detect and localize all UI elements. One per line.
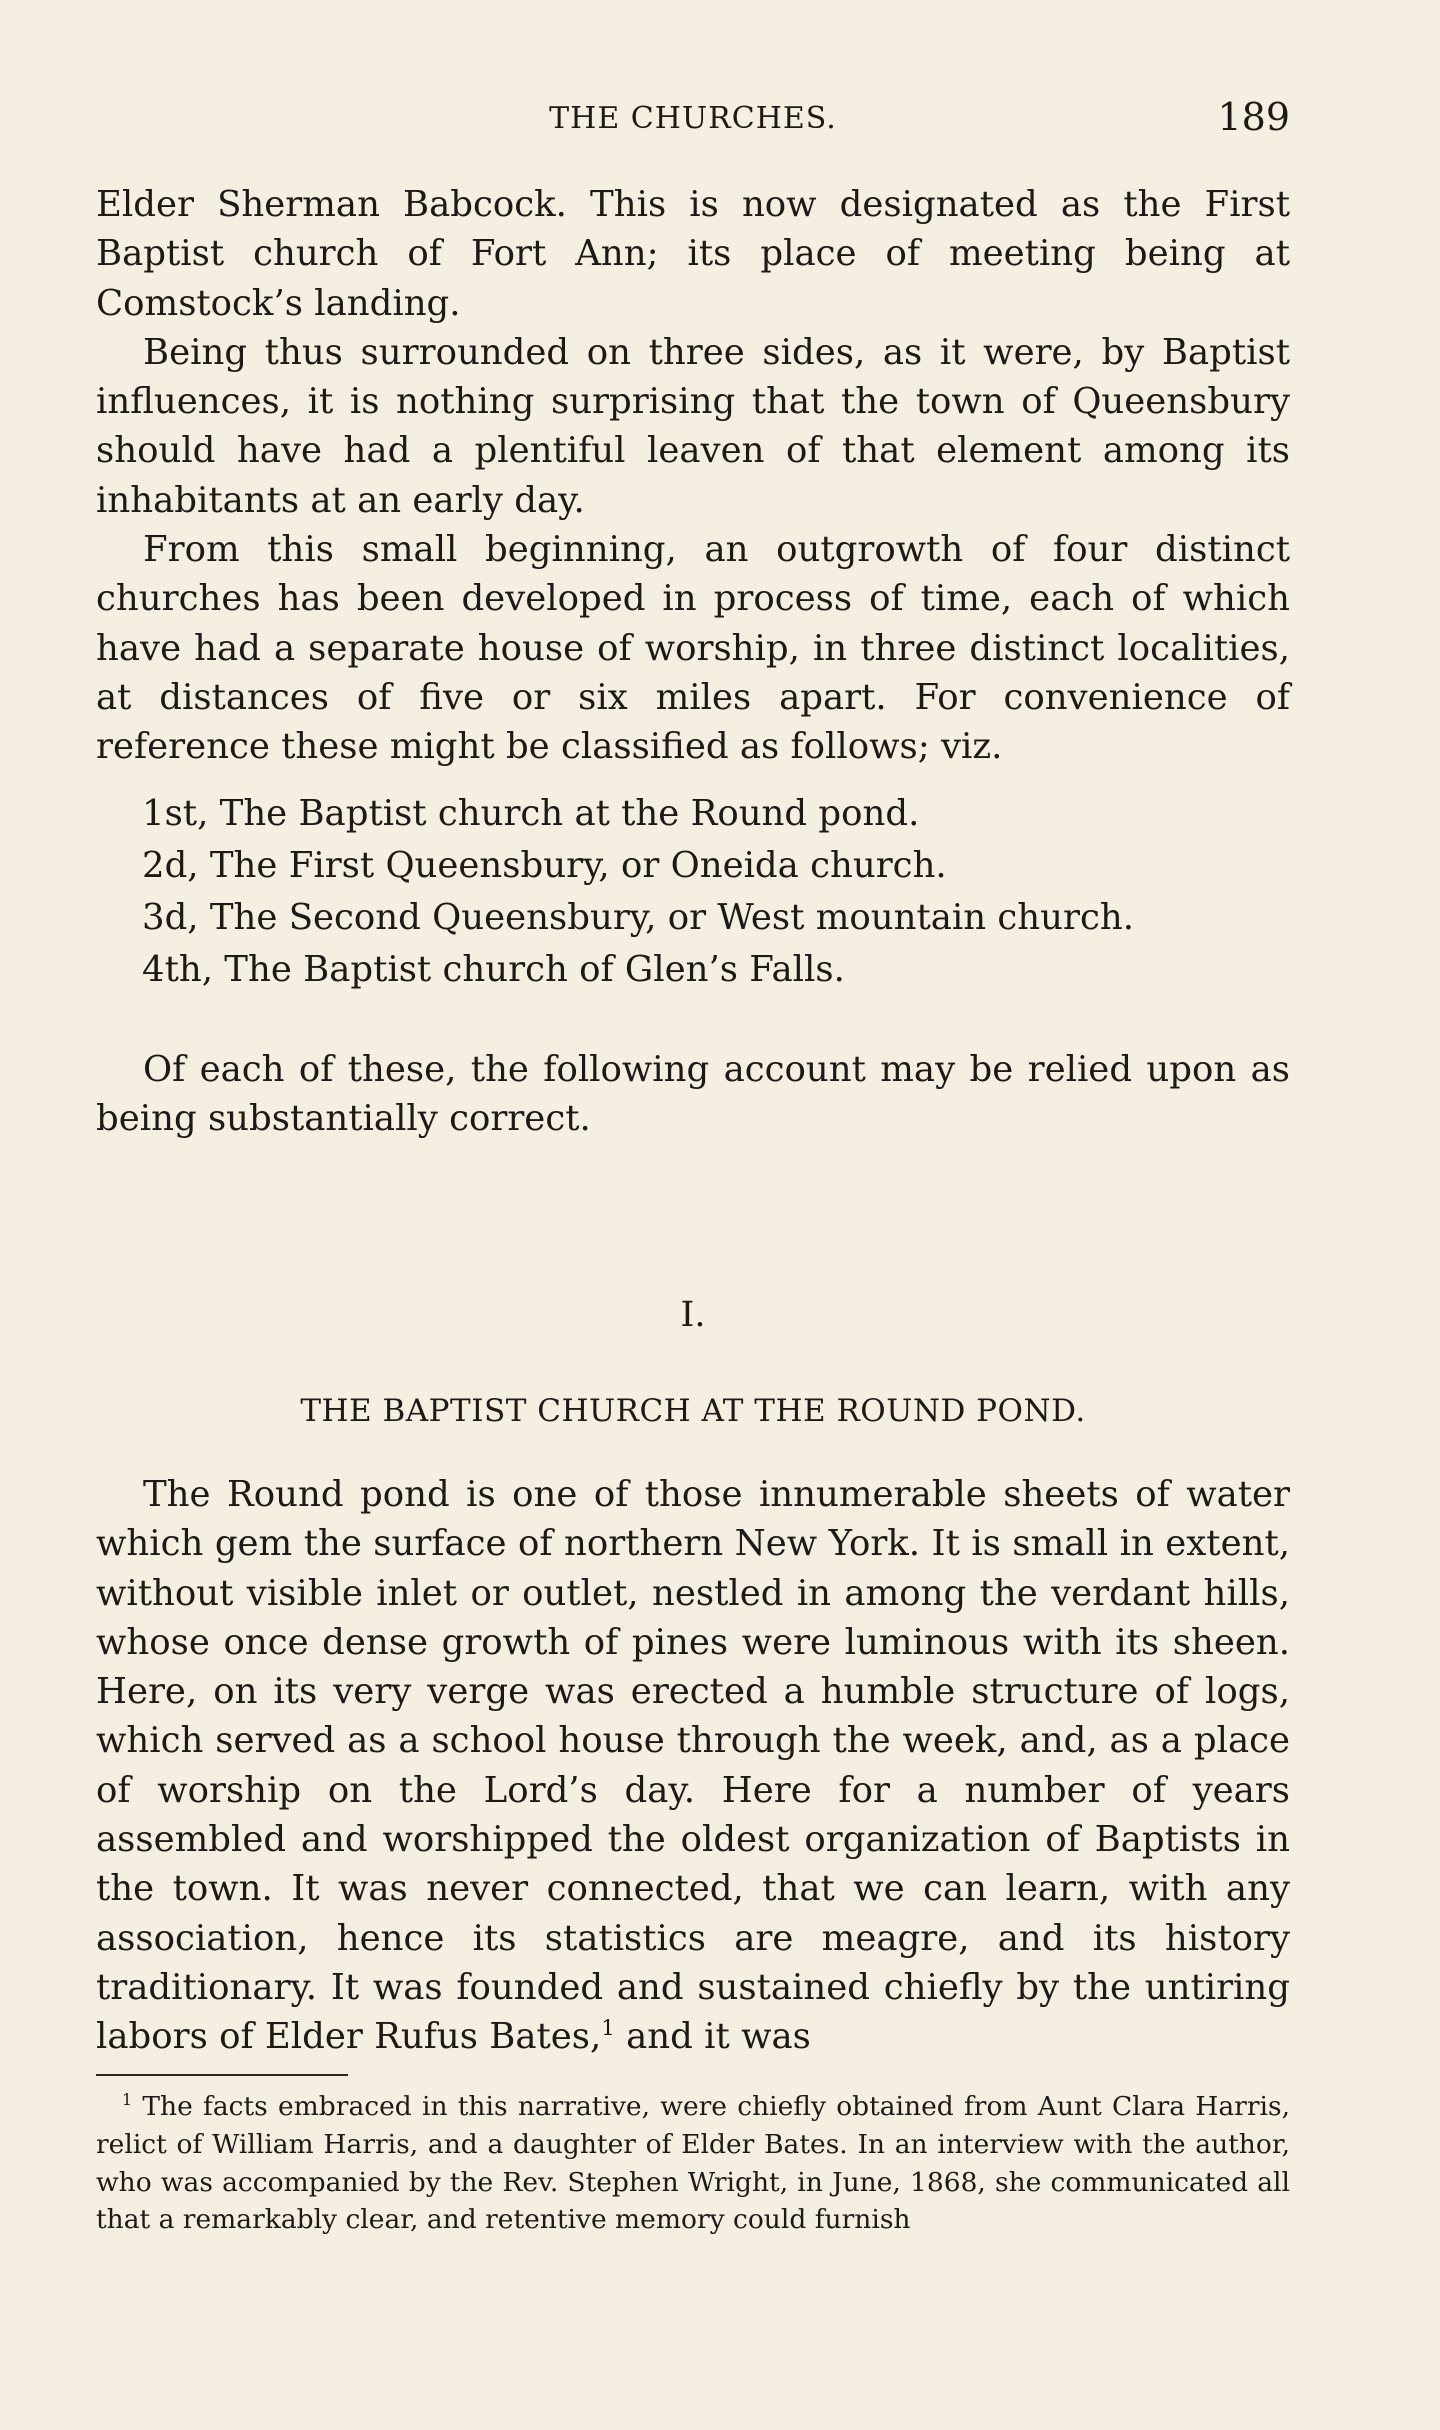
section-numeral: I. [680,1295,706,1335]
footnote-paragraph [96,2088,1290,2239]
paragraph-continuation: Elder Sherman Babcock. This is now designated as the First Baptist church of Fort Ann; its place of meeting being at Comstock’s landing. [96,184,1290,324]
running-head: THE CHURCHES. [549,101,837,136]
church-list-item: 2d, The First Queensbury, or Oneida church. [142,845,947,886]
footnote-rule [96,2074,348,2076]
footnote-reference: 1 [601,2016,615,2042]
section-title: THE BAPTIST CHURCH AT THE ROUND POND. [300,1393,1086,1429]
footnote-text: The facts embraced in this narrative, were chiefly obtained from Aunt Clara Harris, relict of William Harris, and a daughter of Elder Bates. In an interview with the author, who was accompanied by the Rev. Stephen Wright, in June, 1868, she communicated all that a remarkably clear, and retentive memory could furnish [96,2091,1290,2236]
closing-intro-text [96,1045,1290,1144]
church-list-item: 3d, The Second Queensbury, or West mountain church. [142,897,1135,938]
paragraph-outgrowth: From this small beginning, an outgrowth of four distinct churches has been developed in process of time, each of which have had a separate house of worship, in three distinct localities, at distances of five or six miles apart. For convenience of reference these might be classified as follows; viz. [96,529,1290,768]
paragraph-round-pond [96,1470,1290,2062]
footnote [96,2088,1290,2239]
paragraph-round-pond-end: and it was [614,2016,811,2058]
page-number: 189 [1217,95,1290,139]
intro-text [96,180,1290,772]
page-header [96,95,1290,145]
church-list-item: 1st, The Baptist church at the Round pond. [142,793,920,834]
paragraph-account: Of each of these, the following account may be relied upon as being substantially correct. [96,1049,1290,1140]
paragraph-baptist-influences: Being thus surrounded on three sides, as it were, by Baptist influences, it is nothing surprising that the town of Queensbury should have had a plentiful leaven of that element among its inhabitants at an early day. [96,331,1290,521]
church-list-item: 4th, The Baptist church of Glen’s Falls. [142,949,845,990]
paragraph-round-pond-text: The Round pond is one of those innumerable sheets of water which gem the surface of northern New York. It is small in extent, without visible inlet or outlet, nestled in among the verdant hills, whose once dense growth of pines were luminous with its sheen. Here, on its very verge was erected a humble structure of logs, which served as a school house through the week, and, as a place of worship on the Lord’s day. Here for a number of years assembled and worshipped the oldest organization of Baptists in the town. It was never connected, that we can learn, with any association, hence its statistics are meagre, and its history traditionary. It was founded and sustained chiefly by the untiring labors of Elder Rufus Bates, [96,1474,1290,2058]
footnote-marker: 1 [122,2090,133,2110]
section-text [96,1470,1290,2062]
church-list [96,788,1290,996]
